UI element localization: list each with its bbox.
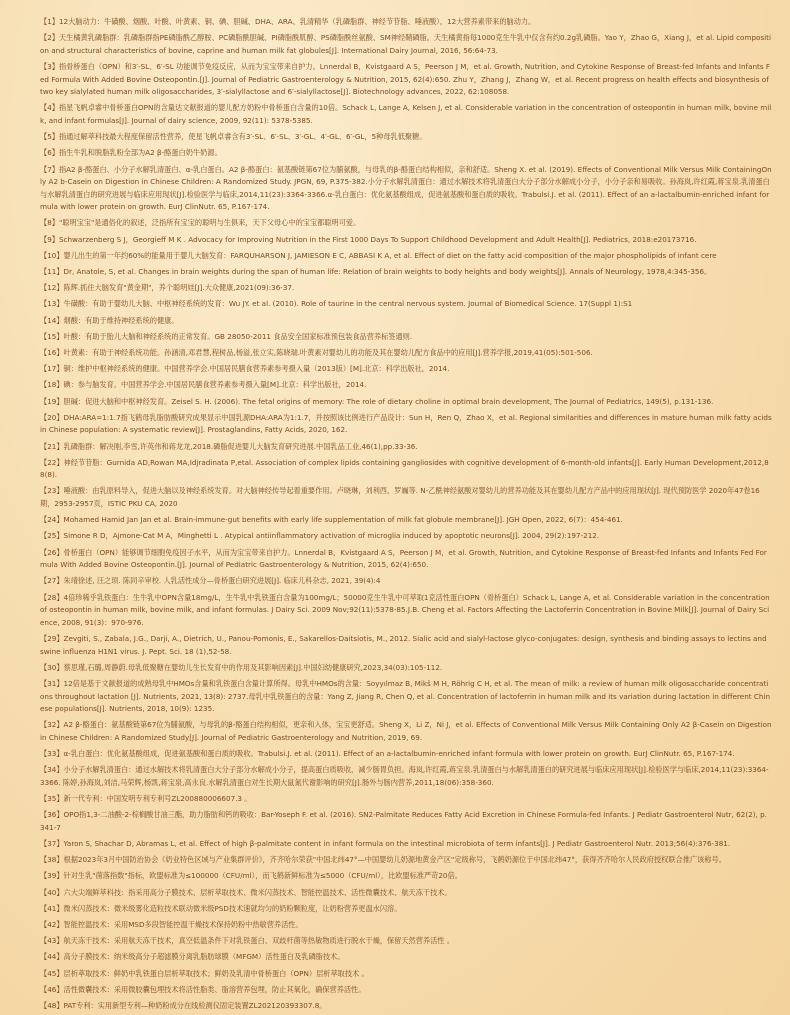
reference-entry: 【9】Schwarzenberg S J，Georgieff M K . Advocacy for Improving Nutrition in the First 1000 Days To Support Childhood Development and Adult Health[J]. Pediatrics, 2018:e20173716. bbox=[40, 234, 697, 244]
reference-entry: 【4】指星飞帆卓睿中骨桥蛋白OPN的含量达文献报道的婴儿配方奶粉中骨桥蛋白含量的10倍。Schack L, Lange A, Kelsen J, et al. Considerable variation in the concentration of osteopontin in human milk, bovine milk, and infant formulas[J]. Journal of dairy science, 2009, 92(11): 5378-5385. bbox=[40, 103, 772, 125]
reference-entry: 【23】唾液酸：由乳原料导入，促进大脑以及神经系统发育。对大脑神经传导起着重要作用。卢晓琳，刘利西，罗巍等. N-乙酰神经氨酸对婴幼儿的营养功能及其在婴幼儿配方产品中的应用现状[J]. 现代预防医学 2020年47卷16期，2953-2957页，ISTIC PKU CA, 2020 bbox=[40, 486, 760, 509]
reference-entry: 【36】OPO指1,3-二油酸-2-棕榈酸甘油三酯，助力脂肪和钙的吸收：Bar-Yoseph F. et al. (2016). SN2-Palmitate Reduces Fatty Acid Excretion in Chinese Formula-fed Infants. J Pediatr Gastroenterol Nutr, 62(2), p. 341-7 bbox=[40, 810, 767, 832]
reference-entry: 【40】六大尖端鲜萃科技：指采用高分子膜技术、层析萃取技术、微米闪蒸技术、智能控温技术、活性微囊技术、航天冻干技术。 bbox=[40, 887, 452, 897]
reference-entry: 【42】智能控温技术：采用MSD多段智能控温干燥技术保持奶粉中热敏营养活性。 bbox=[40, 919, 303, 929]
reference-entry: 【5】指通过解萃科技最大程度保留活性营养，使星飞帆卓睿含有3′-SL、6′-SL、3′-GL、4′-GL、6′-GL，5种母乳低聚糖。 bbox=[40, 132, 427, 142]
reference-entry: 【10】婴儿出生的第一年约60%的能量用于婴儿大脑发育：FARQUHARSON J, JAMIESON E C, ABBASI K A, et al. Effect of diet on the fatty acid composition of the major phospholipids of infant cere bbox=[40, 250, 717, 260]
reference-entry: 【18】碘：参与脑发育。中国营养学会.中国居民膳食营养素参考摄入量[M].北京：科学出版社，2014. bbox=[40, 380, 367, 390]
reference-entry: 【8】"聪明宝宝"是通俗化的叙述，泛指所有宝宝的聪明与生俱来，天下父母心中的宝宝都聪明可爱。 bbox=[40, 218, 361, 228]
reference-entry: 【34】小分子水解乳清蛋白：通过水解技术将乳清蛋白大分子部分水解成小分子，提高蛋白质吸收，减少肠胃负担。海岚,许红霞,蒋宝泉.乳清蛋白与水解乳清蛋白的研究进展与临床应用现状[J].检验医学与临床,2014,11(23):3364-3366. 陈婷,孙海岚,刘洁,马荣辉,杨凯,蒋宝泉,高永良.水解乳清蛋白对生长期大鼠氮代谢影响的研究[J].肠外与肠内营养,2011,18(06):358-360. bbox=[40, 765, 769, 787]
reference-entry: 【21】乳磷脂群：解决刚,李雪,许英伟和蒋龙龙,2018.磷脂促进婴儿大脑发育研究进展.中国乳品工业,46(1),pp.33-36. bbox=[40, 441, 418, 451]
reference-entry: 【28】4倍珍稀乎乳铁蛋白：生牛乳中OPN含量18mg/L，生牛乳中乳铁蛋白含量为100mg/L；50000克生牛乳中可萃取1克活性蛋白OPN（骨桥蛋白）Schack L, Lange A, et al. Considerable variation in the concentration of osteopontin in human milk, bovine milk, and infant formulas. J Dairy Sci. 2009 Nov;92(11):5378-85.J.B. Cheng et al. Factors Affecting the Lactoferrin Concentration in Bovine Milk[J]. Journal of Dairy Science, 2008, 91(3)：970-976. bbox=[40, 592, 770, 627]
reference-entry: 【22】神经节苷脂：Gurnida AD,Rowan MA,Idjradinata P,etal. Association of complex lipids containing gangliosides with cognitive development of 6-month-old infants[J]. Early Human Development,2012,88(8). bbox=[40, 457, 769, 480]
reference-entry: 【3】指骨桥蛋白（OPN）和3′-SL、6′-SL 功能调节免疫反应，从而为宝宝带来自护力。Lnnerdal B，Kvistgaard A S，Peerson J M，et al. Growth, Nutrition, and Cytokine Response of Breast-fed Infants and Infants Fed Formula With Added Bovine Osteopontin.[J]. Journal of Pediatric Gastroenterology & Nutrition, 2015, 62(4):650. Zhu Y，Zhang J，Zhang W，et al. Recent progress on health effects and biosynthesis of two key sialylated human milk oligosaccharides, 3′-sialyllactose and 6′-sialyllactose[J]. Biotechnology advances, 2022, 62:108058. bbox=[40, 61, 771, 97]
reference-entry: 【15】叶酸：有助于胎儿大脑和神经系统的正常发育。GB 28050-2011 食品安全国家标准预包装食品营养标签通则. bbox=[40, 331, 413, 341]
reference-entry: 【25】Simone R D，Ajmone-Cat M A，Minghetti L . Atypical antiinflammatory activation of microglia induced by apoptotic neurons[J]. 2004, 29(2):197-212. bbox=[40, 531, 600, 541]
reference-entry: 【30】蔡思瑾,石璐,周静蔚.母乳低聚糖在婴幼儿生长发育中的作用及其影响因素[J].中国妇幼健康研究,2023,34(03):105-112. bbox=[40, 662, 443, 672]
reference-entry: 【44】高分子膜技术：纳米级高分子超滤膜分离乳脂肪球膜（MFGM）活性蛋白及乳磷脂技术。 bbox=[40, 952, 345, 962]
reference-entry: 【20】DHA:ARA=1:1.7指飞鹤母乳脂肪酸研究成果显示中国乳源DHA:ARA为1:1.7，并按照该比例进行产品设计：Sun H，Ren Q，Zhao X，et al. Regional similarities and differences in mature human milk fatty acids in Chinese population: A systematic review[J]. Prostaglandins, Fatty Acids, 2020, 162. bbox=[40, 412, 772, 435]
reference-entry: 【33】α-乳白蛋白：优化氨基酸组成，促进氨基酸和蛋白质的吸收。Trabulsi.J. et al. (2011). Effect of an a-lactalbumin-enriched infant formula with lower protein on growth. EurJ ClinNutr. 65, P.167-174. bbox=[40, 749, 735, 759]
reference-entry: 【38】根据2023年3月中国防治协会《奶业特色区域与产业集群评价》，齐齐哈尔荣获"中国北纬47°—中国婴幼儿奶源地黄金产区"定级称号，飞鹤奶源位于中国北纬47°，获得齐齐哈尔人民政府授权联合推广该称号。 bbox=[40, 855, 726, 865]
reference-entry: 【48】PAT专利：实用新型专利—种奶粉成分在线检测仪固定装置ZL202120393307.8。 bbox=[40, 1000, 327, 1010]
reference-entry: 【16】叶黄素：有助于神经系统功能。孙涵清,邓君慧,程树品,杨溢,张立实,陈晓瑞.叶黄素对婴幼儿的功能及其在婴幼儿配方食品中的应用[J].营养学报,2019,41(05):501-506. bbox=[40, 347, 593, 357]
reference-entry: 【14】烟酸：有助于维持神经系统的健康。 bbox=[40, 315, 179, 325]
reference-entry: 【29】Zevgiti, S., Zabala, J.G., Darji, A., Dietrich, U., Panou-Pomonis, E., Sakarellos-Daitsiotis, M., 2012. Sialic acid and sialyl-lactose glyco-conjugates: design, synthesis and binding assays to lectins and swine influenza H1N1 virus. J. Pept. Sci. 18 (1),52-58. bbox=[40, 633, 767, 656]
reference-entry: 【2】天生橘黄乳磷脂群：乳磷脂群指PE磷脂酰乙醇胺、PC磷脂酰胆碱、PI磷脂酰肌醇、PS磷脂酰丝氨酸、SM神经鞘磷脂。天生橘黄指每1000克生牛乳中仅含有约0.2g乳磷脂。Yao Y，Zhao G，Xiang J，et al. Lipid composition and structural characteristics of bovine, caprine and human milk fat globules[J]. International Dairy Journal, 2016, 56:64-73. bbox=[40, 33, 771, 55]
reference-entry: 【31】12倍是基于文献报道的成熟母乳中HMOs含量和乳铁蛋白含量计算所得。母乳中HMOs的含量：Soyyılmaz B, Mikš M H, Röhrig C H, et al. The mean of milk: a review of human milk oligosaccharide concentrations throughout lactation [J]. Nutrients, 2021, 13(8): 2737.母乳中乳铁蛋白的含量：Yang Z, Jiang R, Chen Q, et al. Concentration of lactoferrin in human milk and its variation during lactation in different Chinese populations[J]. Nutrients, 2018, 10(9): 1235. bbox=[40, 678, 771, 714]
reference-entry: 【35】新一代专利：中国发明专利专利号ZL200880006607.3 。 bbox=[40, 794, 252, 804]
reference-entry: 【46】活性微囊技术：采用微胶囊包埋技术将活性脂类、脂溶营养包埋，防止其氧化，确保营养活性。 bbox=[40, 984, 366, 994]
reference-entry: 【37】Yaron S, Shachar D, Abramas L, et al. Effect of high β-palmitate content in infant formula on the intestinal microbiota of term infants[J]. J Pediatr Gastroenterol Nutr. 2013;56(4):376-381. bbox=[40, 839, 731, 849]
reference-entry: 【19】胆碱：促进大脑和中枢神经发育。Zeisel S. H. (2006). The fetal origins of memory: The role of dietary choline in optimal brain development, The Journal of Pediatrics, 149(5), p.131-136. bbox=[40, 396, 714, 406]
reference-entry: 【32】A2 β-酪蛋白：氨基酸链第67位为脯氨酸，与母乳的β-酪蛋白结构相似，更亲和入体，宝宝更舒适。Sheng X，Li Z，Ni J，et al. Effects of Conventional Milk Versus Milk Containing Only A2 β-Casein on Digestion in Chinese Children: A Randomized Study[J]. Journal of Pediatric Gastroenterology and Nutrition, 2019, 69. bbox=[40, 720, 772, 742]
reference-entry: 【41】微米闪蒸技术：微米级雾化造粒技术联动微米级PSD技术速就均匀的奶粉颗粒度，让奶粉营养更温水闪溶。 bbox=[40, 903, 402, 913]
reference-entry: 【6】指生牛乳和脱脂乳粉全部为A2 β-酪蛋白奶牛奶源。 bbox=[40, 148, 222, 158]
reference-entry: 【27】朱靖徐述, 汪之顼. 陈同辛审校. 人乳活性成分—骨桥蛋白研究进展[J]. 临床儿科杂志, 2021, 39(4):4 bbox=[40, 576, 381, 586]
reference-entry: 【1】12大脑动力：牛磺酸、烟酸、叶酸、叶黄素、铜、碘、胆碱、DHA、ARA、乳清精华（乳磷脂群、神经节苷脂、唾液酸），12大营养素带来的脑动力。 bbox=[40, 17, 536, 26]
reference-entry: 【17】铜：维护中枢神经系统的健康。中国营养学会.中国居民膳食营养素参考摄入量（2013版）[M].北京：科学出版社，2014. bbox=[40, 364, 450, 374]
reference-entry: 【45】层析萃取技术：鲜奶中乳铁蛋白层析萃取技术；鲜奶及乳清中骨桥蛋白（OPN）层析萃取技术 。 bbox=[40, 968, 369, 978]
reference-entry: 【11】Dr, Anatole, S, et al. Changes in brain weights during the span of human life: Relation of brain weights to body heights and body weights[J]. Annals of Neurology, 1978,4:345-356。 bbox=[40, 267, 712, 277]
reference-entry: 【39】针对生乳"菌落指数"指标，欧盟标准为≤100000（CFU/ml），而飞鹤新鲜标准为≤5000（CFU/ml），比欧盟标准严苛20倍。 bbox=[40, 871, 462, 881]
reference-entry: 【13】牛磺酸：有助于婴幼儿大脑、中枢神经系统的发育：Wu JY. et al. (2010). Role of taurine in the central nervous system. Journal of Biomedical Science. 17(Suppl 1):S1 bbox=[40, 299, 633, 309]
reference-entry: 【7】指A2 β-酪蛋白、小分子水解乳清蛋白、α-乳白蛋白。A2 β-酪蛋白：氨基酸链第67位为脯氨酸，与母乳的β-酪蛋白结构相似，亲和舒适。Sheng X. et al. (2019). Effects of Conventional Milk Versus Milk ContainingOnly A2 b-Casein on Digestion in Chinese Children: A Randomized Study. JPGN, 69, P.375-382.小分子水解乳清蛋白：通过水解技术将乳清蛋白大分子部分水解成小分子，小分子亲和易吸收。孙海岚,许红霞,蒋宝泉.乳清蛋白与水解乳清蛋白的研究进展与临床应用现状[J].检验医学与临床,2014,11(23):3364-3366.α-乳白蛋白：优化氨基酸组成，促进氨基酸和蛋白质的吸收。Trabulsi.J. et al. (2011). Effect of an a-lactalbumin-enriched infant formula with lower protein on growth. EurJ ClinNutr. 65, P.167-174. bbox=[40, 164, 772, 212]
reference-entry: 【26】骨桥蛋白（OPN）能够调节细胞免疫因子水平，从而为宝宝带来自护力。Lnnerdal B，Kvistgaard A S，Peerson J M，et al. Growth, Nutrition, and Cytokine Response of Breast-fed Infants and Infants Fed Formula With Added Bovine Osteopontin.[J]. Journal of Pediatric Gastroenterology & Nutrition, 2015, 62(4):650. bbox=[40, 547, 767, 570]
reference-entry: 【24】Mohamed Hamid Jan Jan et al. Brain-immune-gut benefits with early life supplementation of milk fat globule membrane[J]. JGH Open, 2022, 6(7)：454-461. bbox=[40, 515, 623, 525]
reference-entry: 【43】航天冻干技术：采用航天冻干技术，真空低温条件下对乳铁蛋白、双歧杆菌等热敏物质进行脱水干燥，保留天然营养活性 。 bbox=[40, 936, 454, 946]
reference-entry: 【12】陈辉.抓住大脑发育"黄金期"，养个聪明娃[J].大众健康,2021(09):36-37. bbox=[40, 283, 295, 293]
